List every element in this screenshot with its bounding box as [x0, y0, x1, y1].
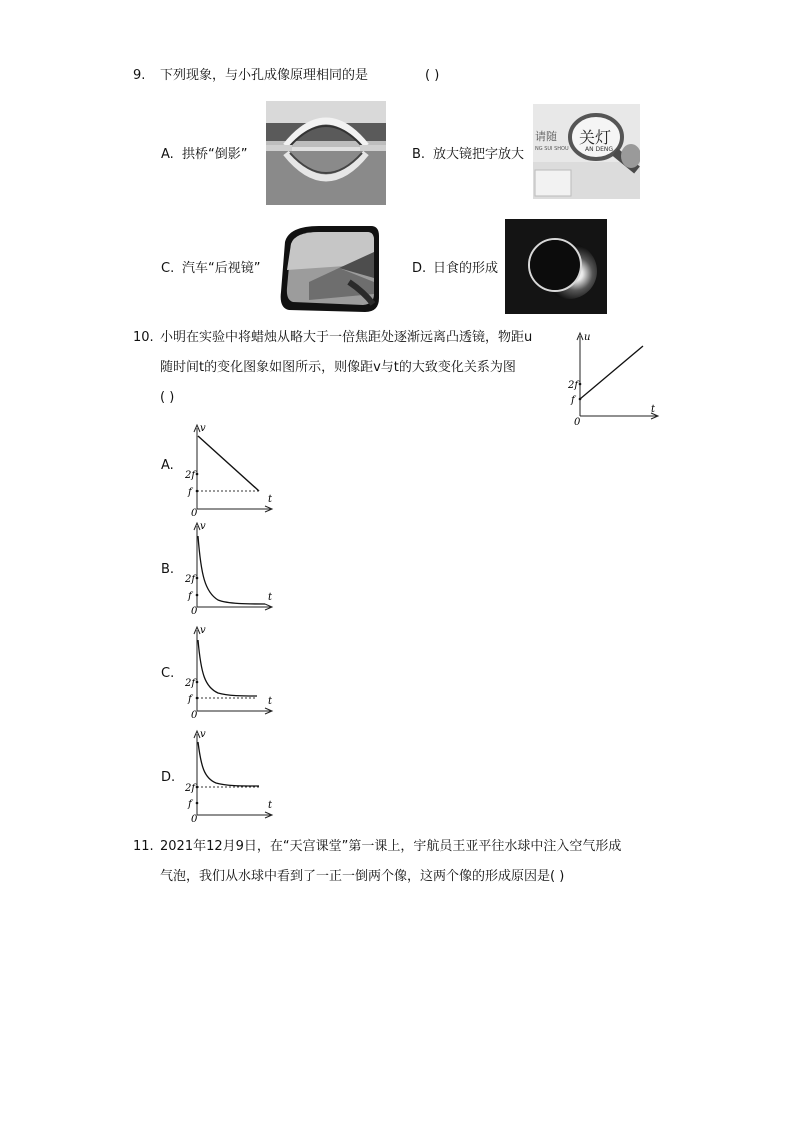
- question-11-line-2: 气泡，我们从水球中看到了一正一倒两个像，这两个像的形成原因是( ): [160, 869, 565, 884]
- sign-text-4: AN DENG: [585, 146, 614, 153]
- q9-option-b-text: 放大镜把字放大: [433, 147, 525, 162]
- t-axis-label: t: [268, 696, 273, 707]
- f-label: f: [188, 487, 192, 498]
- solar-eclipse-photo: [505, 219, 607, 314]
- origin-label: 0: [191, 814, 198, 823]
- f-label: f: [188, 694, 192, 705]
- q10-option-d-letter: D.: [161, 770, 176, 785]
- t-axis-label: t: [651, 404, 656, 415]
- car-side-mirror-photo: [279, 222, 379, 312]
- magnifier-sign-photo: [533, 104, 640, 199]
- arch-bridge-reflection-photo: [266, 101, 386, 205]
- question-9-number: 9.: [133, 68, 146, 83]
- 2f-label: 2f: [185, 678, 196, 689]
- q10-option-a-letter: A.: [161, 458, 174, 473]
- 2f-label: 2f: [185, 783, 196, 794]
- v-axis-label: v: [200, 729, 206, 740]
- f-label: f: [571, 395, 575, 406]
- f-label: f: [188, 799, 192, 810]
- q10-option-b-letter: B.: [161, 562, 175, 577]
- q9-option-d-letter: D.: [412, 261, 427, 276]
- q10-option-c-graph: [183, 624, 275, 719]
- q9-option-d-text: 日食的形成: [433, 261, 499, 276]
- q10-option-b-graph: [183, 520, 275, 615]
- q10-option-a-graph: [183, 422, 275, 517]
- 2f-label: 2f: [185, 470, 196, 481]
- question-10-line-1: 小明在实验中将蜡烛从略大于一倍焦距处逐渐远离凸透镜，物距u: [160, 330, 533, 345]
- q9-option-c-letter: C.: [161, 261, 175, 276]
- origin-label: 0: [574, 417, 581, 425]
- 2f-label: 2f: [568, 380, 579, 391]
- question-10-line-3: ( ): [160, 390, 175, 405]
- sign-text-3: NG SUI SHOU: [535, 146, 569, 152]
- v-axis-label: v: [200, 423, 206, 434]
- v-axis-label: v: [200, 521, 206, 532]
- sign-text-2: 关灯: [579, 128, 612, 147]
- f-label: f: [188, 591, 192, 602]
- v-axis-label: v: [200, 625, 206, 636]
- question-11-number: 11.: [133, 839, 154, 854]
- question-9-stem: 下列现象，与小孔成像原理相同的是: [160, 68, 369, 83]
- origin-label: 0: [191, 508, 198, 517]
- origin-label: 0: [191, 606, 198, 615]
- question-10-number: 10.: [133, 330, 154, 345]
- q9-option-a-letter: A.: [161, 147, 174, 162]
- t-axis-label: t: [268, 494, 273, 505]
- t-axis-label: t: [268, 800, 273, 811]
- q10-option-d-graph: [183, 728, 275, 823]
- q9-option-b-letter: B.: [412, 147, 426, 162]
- q9-option-a-text: 拱桥“倒影”: [182, 147, 248, 162]
- 2f-label: 2f: [185, 574, 196, 585]
- q10-option-c-letter: C.: [161, 666, 175, 681]
- question-11-line-1: 2021年12月9日，在“天宫课堂”第一课上，宇航员王亚平往水球中注入空气形成: [160, 839, 622, 854]
- question-10-line-2: 随时间t的变化图象如图所示，则像距v与t的大致变化关系为图: [160, 360, 516, 375]
- u-t-reference-graph: [565, 330, 665, 425]
- sign-text-1: 请随: [535, 130, 557, 143]
- q9-option-c-text: 汽车“后视镜”: [182, 261, 261, 276]
- t-axis-label: t: [268, 592, 273, 603]
- u-axis-label: u: [584, 332, 591, 343]
- origin-label: 0: [191, 710, 198, 719]
- question-9-answer-paren: ( ): [425, 68, 440, 83]
